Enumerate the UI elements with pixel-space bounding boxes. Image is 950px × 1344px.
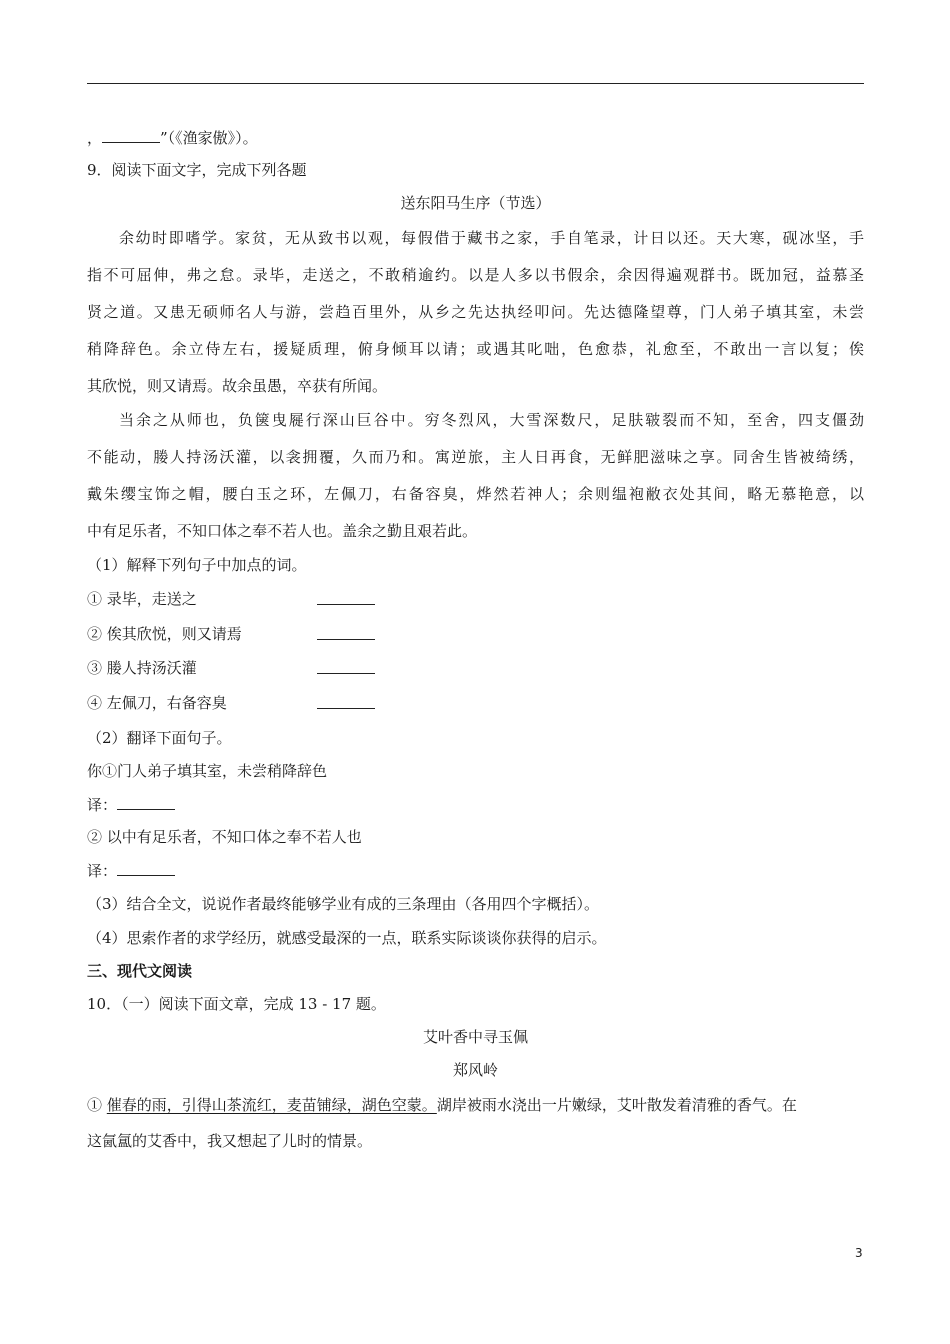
para2-line-2: 不能动，媵人持汤沃灌，以衾拥覆，久而乃和。寓逆旅，主人日再食，无鲜肥滋味之享。同舍生皆被绮绣， bbox=[87, 448, 864, 466]
para2-line-4: 中有足乐者，不知口体之奉不若人也。盖余之勤且艰若此。 bbox=[87, 522, 478, 540]
translation-label: 译： bbox=[87, 862, 118, 880]
sub-question-4: （4）思索作者的求学经历，就感受最深的一点，联系实际谈谈你获得的启示。 bbox=[87, 929, 607, 947]
para-text: 湖岸被雨水浇出一片嫩绿，艾叶散发着清雅的香气。在 bbox=[436, 1096, 797, 1114]
sub2-sentence-2: ② 以中有足乐者，不知口体之奉不若人也 bbox=[87, 828, 362, 846]
answer-blank bbox=[317, 693, 375, 709]
text-suffix: ”（《渔家傲》）。 bbox=[160, 129, 258, 147]
answer-blank bbox=[117, 860, 175, 876]
question-9-heading: 9．阅读下面文字，完成下列各题 bbox=[87, 161, 307, 179]
answer-blank bbox=[317, 658, 375, 674]
para-number: ① bbox=[87, 1096, 103, 1114]
sub-question-3: （3）结合全文，说说作者最终能够学业有成的三条理由（各用四个字概括）。 bbox=[87, 895, 600, 913]
page-number: 3 bbox=[855, 1246, 863, 1260]
answer-blank bbox=[317, 624, 375, 640]
continued-line bbox=[87, 127, 258, 148]
sub-question-2: （2）翻译下面句子。 bbox=[87, 729, 232, 747]
answer-blank bbox=[102, 127, 160, 143]
underlined-sentence: 催春的雨，引得山茶流红，麦苗铺绿，湖色空蒙。 bbox=[106, 1096, 437, 1114]
sub1-item-2 bbox=[87, 624, 864, 644]
para1-line-5: 其欣悦，则又请焉。故余虽愚，卒获有所闻。 bbox=[87, 377, 388, 395]
para2-line-3: 戴朱缨宝饰之帽，腰白玉之环，左佩刀，右备容臭，烨然若神人；余则缊袍敝衣处其间，略无慕艳意，以 bbox=[87, 485, 864, 503]
sub1-item-4 bbox=[87, 693, 864, 713]
article-para1-line-1 bbox=[87, 1095, 864, 1115]
para2-line-1: 当余之从师也，负箧曳屣行深山巨谷中。穷冬烈风，大雪深数尺，足肤皲裂而不知，至舍，四支僵劲 bbox=[119, 411, 864, 429]
translation-label: 译： bbox=[87, 796, 118, 814]
translation-1 bbox=[87, 794, 175, 815]
passage-title: 送东阳马生序（节选） bbox=[400, 194, 551, 212]
article-title: 艾叶香中寻玉佩 bbox=[422, 1028, 528, 1046]
sub2-sentence-1: 你①门人弟子填其室，未尝稍降辞色 bbox=[87, 762, 328, 780]
para1-line-3: 贤之道。又患无硕师名人与游，尝趋百里外，从乡之先达执经叩问。先达德隆望尊，门人弟子填其室，未尝 bbox=[87, 303, 864, 321]
article-author: 郑风岭 bbox=[452, 1061, 498, 1079]
para1-line-4: 稍降辞色。余立侍左右，援疑质理，俯身倾耳以请；或遇其叱咄，色愈恭，礼愈至，不敢出一言以复；俟 bbox=[87, 340, 864, 358]
answer-blank bbox=[317, 589, 375, 605]
article-para1-line-2: 这氤氲的艾香中，我又想起了儿时的情景。 bbox=[87, 1132, 373, 1150]
item-text: ④ 左佩刀，右备容臭 bbox=[87, 694, 227, 712]
sub-question-1: （1）解释下列句子中加点的词。 bbox=[87, 556, 307, 574]
translation-2 bbox=[87, 860, 175, 881]
para1-line-1: 余幼时即嗜学。家贫，无从致书以观，每假借于藏书之家，手自笔录，计日以还。天大寒，砚冰坚，手 bbox=[119, 229, 864, 247]
answer-blank bbox=[117, 794, 175, 810]
para1-line-2: 指不可屈伸，弗之怠。录毕，走送之，不敢稍逾约。以是人多以书假余，余因得遍观群书。既加冠，益慕圣 bbox=[87, 266, 864, 284]
text-prefix: ， bbox=[87, 129, 103, 147]
header-rule bbox=[87, 83, 864, 84]
sub1-item-1 bbox=[87, 589, 864, 609]
question-10-heading: 10．（一）阅读下面文章，完成 13 - 17 题。 bbox=[87, 995, 386, 1013]
sub1-item-3 bbox=[87, 658, 864, 678]
section-3-heading: 三、现代文阅读 bbox=[87, 962, 193, 980]
item-text: ③ 媵人持汤沃灌 bbox=[87, 659, 197, 677]
item-text: ① 录毕，走送之 bbox=[87, 590, 197, 608]
item-text: ② 俟其欣悦，则又请焉 bbox=[87, 625, 242, 643]
